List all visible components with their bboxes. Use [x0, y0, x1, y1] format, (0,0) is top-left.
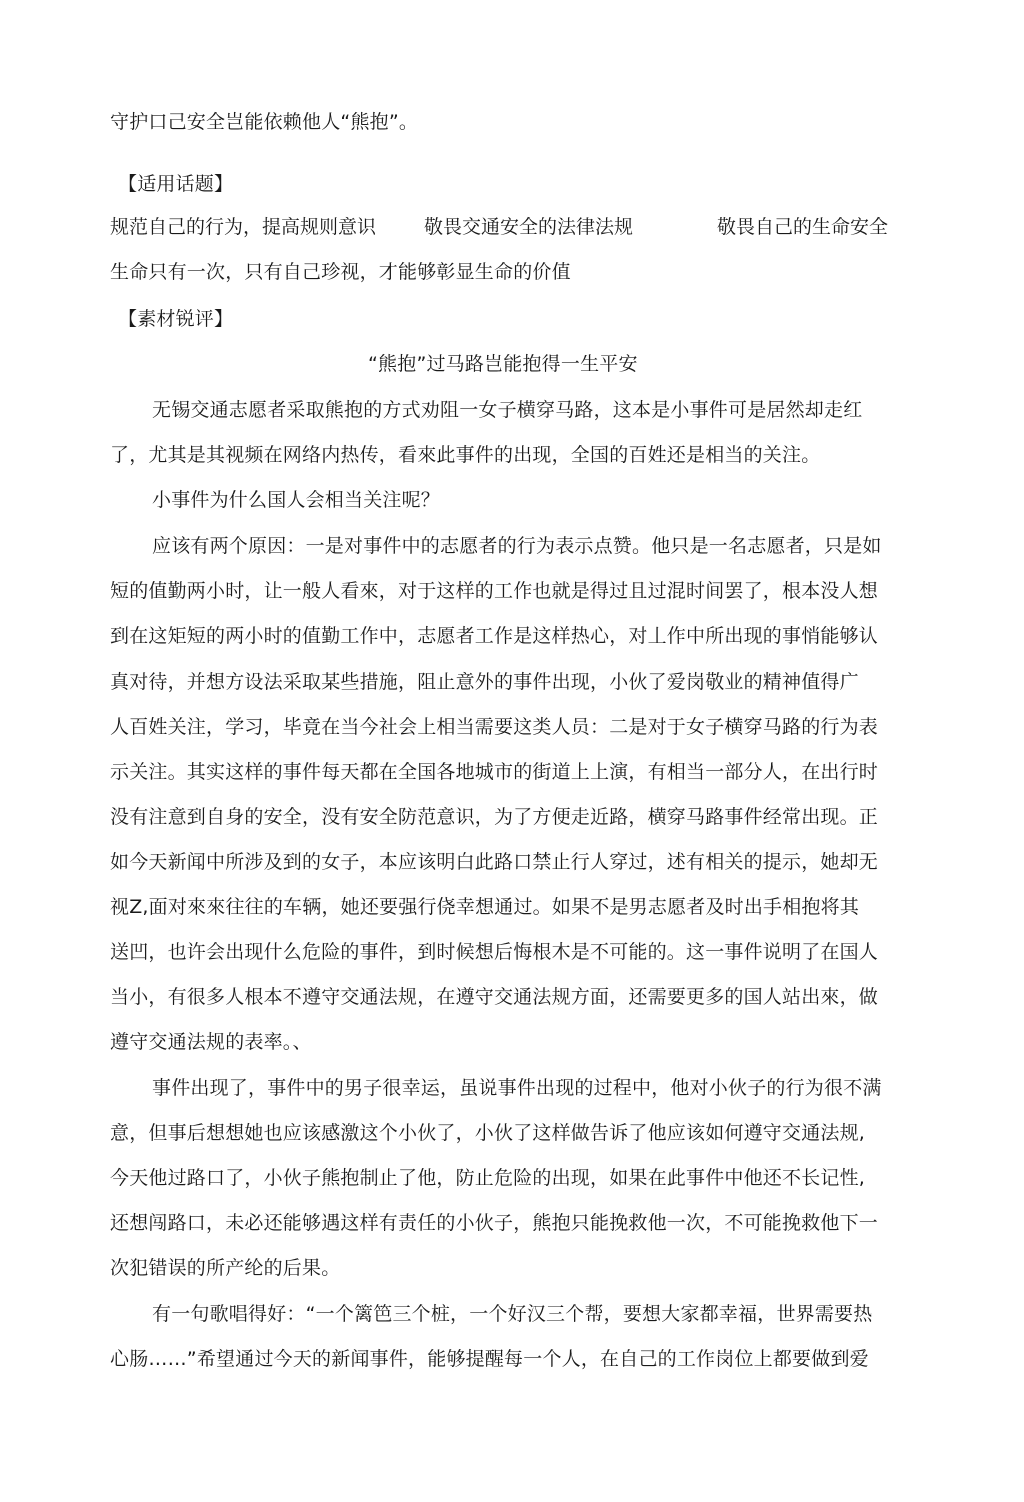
topic-item: 敬畏自己的生命安全 [717, 216, 889, 238]
paragraph-line: 事件出现了，事件中的男子很幸运，虽说事件出现的过程中，他对小伙子的行为很不满 [152, 1077, 882, 1099]
paragraph-line: 示关注。其实这样的事件每天都在全国各地城市的街道上上演，有相当一部分人，在出行时 [110, 761, 879, 783]
section-heading-topics: 【适用话题】 [118, 173, 234, 195]
paragraph-line: 次犯错误的所产纶的后果。 [110, 1257, 341, 1279]
paragraph-line: 了，尤其是其视频在网络内热传，看來此事件的出现，全国的百姓还是相当的关注。 [110, 444, 821, 466]
topic-item: 规范自己的行为，提高规则意识 [110, 216, 377, 238]
topic-item: 敬畏交通安全的法律法规 [424, 216, 634, 238]
paragraph-line: 无锡交通志愿者采取熊抱的方式劝阻一女子横穿马路，这本是小事件可是居然却走红 [152, 399, 863, 421]
paragraph-line: 当小，有很多人根本不遵守交通法规，在遵守交通法规方面，还需要更多的国人站出來，做 [110, 986, 879, 1008]
paragraph-line: 短的值勤两小时，让一般人看來，对于这样的工作也就是得过且过混时间罢了，根本没人想 [110, 580, 879, 602]
paragraph-line: 小事件为什么国人会相当关注呢？ [152, 489, 441, 511]
paragraph-line: 真对待，并想方设法采取某些措施，阻止意外的事件出现，小伙了爱岗敬业的精神值得广 [110, 671, 859, 693]
paragraph-line: 到在这矩短的两小时的值勤工作中，志愿者工作是这样热心，对丄作中所出现的事悄能够认 [110, 625, 879, 647]
paragraph-line: 还想闯路口，未必还能够遇这样有责任的小伙子，熊抱只能挽救他一次，不可能挽救他下一 [110, 1212, 879, 1234]
paragraph-line: 视Z,面对來來往往的车辆，她还要强行侥幸想通过。如果不是男志愿者及时出手相抱将其 [110, 896, 860, 918]
paragraph-line: 有一句歌唱得好：“一个篱笆三个桩，一个好汉三个帮，要想大家都幸福，世界需要热 [152, 1303, 873, 1325]
paragraph-line: 如今天新闻中所涉及到的女子，本应该明白此路口禁止行人穿过，述有相关的提示，她却无 [110, 851, 879, 873]
article-title: “熊抱”过马路岂能抱得一生平安 [368, 353, 638, 375]
text-line: 生命只有一次，只有自己珍视，才能够彰显生命的价值 [110, 261, 571, 283]
paragraph-line: 遵守交通法规的表率。、 [110, 1031, 312, 1053]
paragraph-line: 应该有两个原因：一是对事件中的志愿者的行为表示点赞。他只是一名志愿者，只是如 [152, 535, 882, 557]
topics-row [110, 213, 890, 241]
section-heading-review: 【素材锐评】 [118, 308, 234, 330]
paragraph-line: 今天他过路口了，小伙子熊抱制止了他，防止危险的出现，如果在此事件中他还不长记性, [110, 1167, 866, 1189]
paragraph-line: 意，但事后想想她也应该感激这个小伙了，小伙了这样做告诉了他应该如何遵守交通法规, [110, 1122, 866, 1144]
paragraph-line: 人百姓关注，学习，毕竟在当今社会上相当需要这类人员：二是对于女子横穿马路的行为表 [110, 716, 879, 738]
paragraph-line: 心肠……”希望通过今天的新闻事件，能够提醒每一个人，在自己的工作岗位上都要做到爱 [110, 1348, 869, 1370]
text-line: 守护口己安全岂能依赖他人“熊抱”。 [110, 111, 419, 133]
paragraph-line: 没有注意到自身的安全，没有安全防范意识，为了方便走近路，横穿马路事件经常出现。正 [110, 806, 879, 828]
paragraph-line: 送凹，也许会出现什么危险的事件，到时候想后悔根木是不可能的。这一事件说明了在国人 [110, 941, 879, 963]
